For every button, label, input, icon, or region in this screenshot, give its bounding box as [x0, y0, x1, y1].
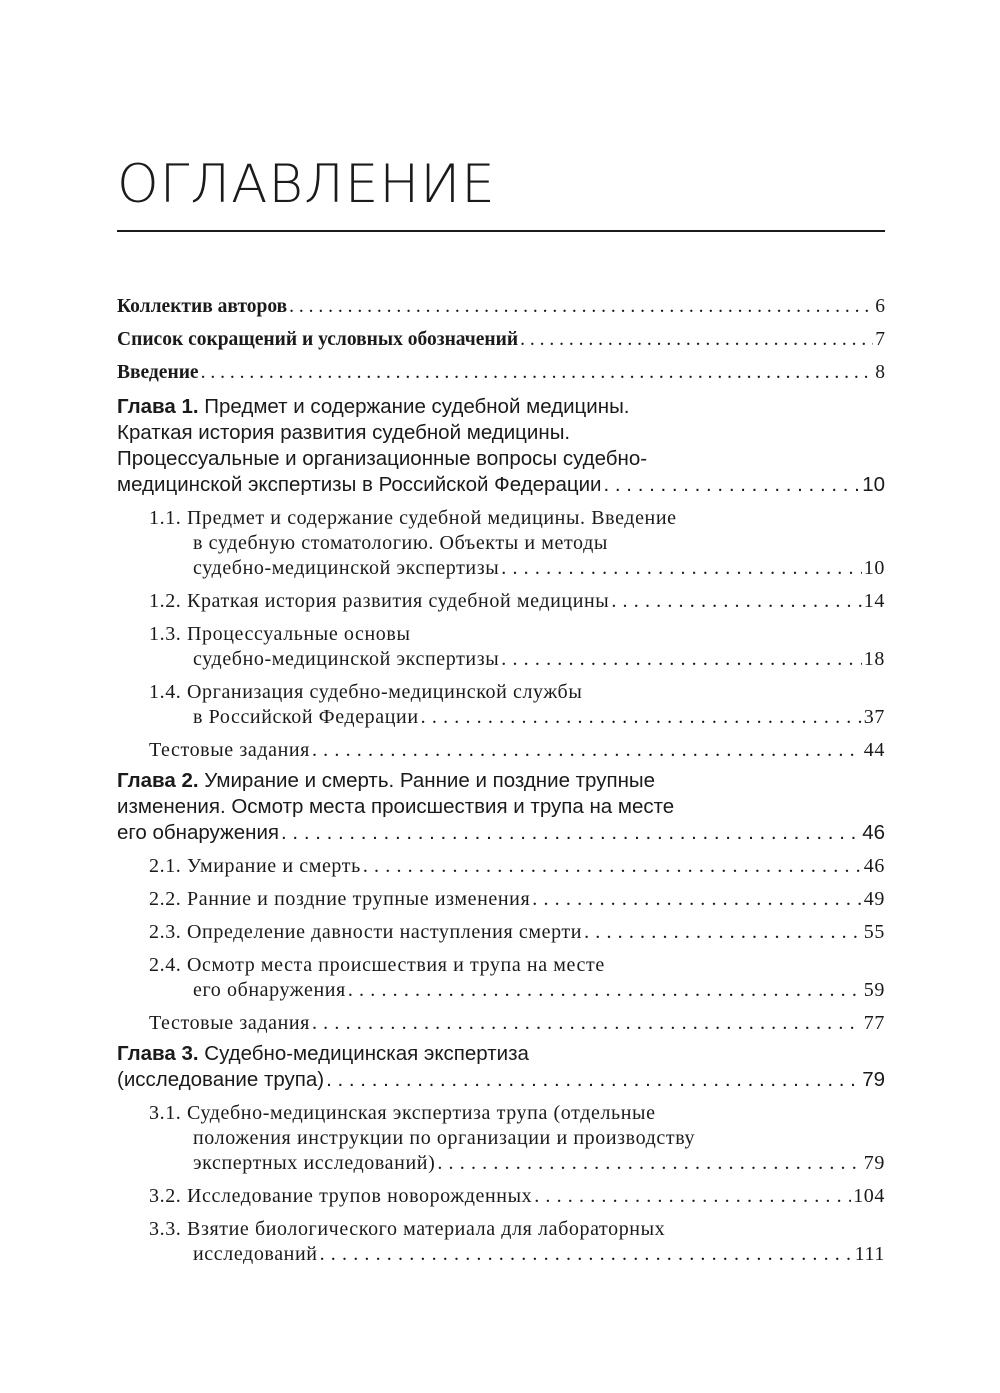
page-number: 14 [863, 590, 885, 612]
front-matter-entry[interactable] [117, 323, 885, 356]
dot-leader [534, 1184, 851, 1209]
section-title-line: экспертных исследований) [193, 1152, 436, 1174]
toc-entry-last-line [149, 1184, 885, 1209]
toc-entry-last-line [117, 472, 885, 498]
section-title-row [149, 680, 885, 705]
dot-leader [501, 556, 862, 581]
section-title-line: 2.4. Осмотр места происшествия и трупа на месте [149, 954, 605, 976]
section-title-line: в судебную стоматологию. Объекты и методы [193, 532, 608, 554]
toc-entry-last-line [149, 978, 885, 1003]
dot-leader [437, 1151, 861, 1176]
section-title-line: 3.3. Взятие биологического материала для лабораторных [149, 1218, 666, 1240]
chapter-title-row [117, 794, 885, 820]
section-entry[interactable] [117, 1184, 885, 1209]
section-title-line: Тестовые задания [149, 739, 310, 761]
page-title: ОГЛАВЛЕНИЕ [117, 154, 496, 215]
chapter-title-line: Предмет и содержание судебной медицины. [204, 395, 630, 418]
section-title-line: 1.2. Краткая история развития судебной медицины [149, 590, 610, 612]
chapter-title-row [117, 394, 885, 420]
section-entry[interactable] [117, 887, 885, 912]
section-entry[interactable] [117, 1101, 885, 1176]
entry-title: Список сокращений и условных обозначений [117, 329, 519, 350]
section-title-line: его обнаружения [193, 979, 346, 1001]
section-title-line: судебно-медицинской экспертизы [193, 648, 500, 670]
chapter-title-line: (исследование трупа) [117, 1068, 325, 1091]
toc-entry-last-line [149, 920, 885, 945]
section-title-line: 2.2. Ранние и поздние трупные изменения [149, 888, 531, 910]
section-title-line: 1.1. Предмет и содержание судебной медицины. Введение [149, 507, 677, 529]
section-entry[interactable] [117, 920, 885, 945]
section-title-row [149, 953, 885, 978]
section-title-row [149, 1126, 885, 1151]
page-number: 44 [863, 739, 885, 761]
chapter-entry[interactable] [117, 1041, 885, 1093]
section-title-line: 3.2. Исследование трупов новорожденных [149, 1185, 533, 1207]
dot-leader [281, 820, 860, 846]
page-number: 46 [862, 821, 885, 844]
toc-entry-last-line [117, 820, 885, 846]
dot-leader [348, 978, 862, 1003]
table-of-contents [117, 290, 885, 1267]
section-title-row [149, 1217, 885, 1242]
section-title-row [149, 506, 885, 531]
section-entry[interactable] [117, 506, 885, 581]
dot-leader [611, 589, 861, 614]
toc-entry-last-line [117, 323, 885, 356]
toc-entry-last-line [149, 647, 885, 672]
chapter-title-row [117, 446, 885, 472]
chapter-title-row [117, 768, 885, 794]
chapter-title-line: изменения. Осмотр места происшествия и трупа на месте [117, 795, 675, 818]
entry-title: Введение [117, 362, 199, 383]
dot-leader [320, 1242, 853, 1267]
section-title-line: 1.4. Организация судебно-медицинской службы [149, 681, 583, 703]
chapter-title-line: Умирание и смерть. Ранние и поздние трупные [204, 769, 656, 792]
entry-title: Коллектив авторов [117, 296, 288, 317]
chapter-entry[interactable] [117, 394, 885, 498]
section-entry[interactable] [117, 854, 885, 879]
toc-entry-last-line [149, 1151, 885, 1176]
section-title-line: исследований [193, 1243, 318, 1265]
page-number: 49 [863, 888, 885, 910]
front-matter-entry[interactable] [117, 356, 885, 389]
section-title-row [149, 1101, 885, 1126]
toc-entry-last-line [117, 1067, 885, 1093]
dot-leader [604, 472, 861, 498]
dot-leader [421, 705, 862, 730]
dot-leader [312, 738, 862, 763]
section-title-line: судебно-медицинской экспертизы [193, 557, 500, 579]
page-number: 37 [863, 706, 885, 728]
page-number: 46 [863, 855, 885, 877]
chapter-label: Глава 3. [117, 1042, 199, 1065]
chapter-entry[interactable] [117, 768, 885, 846]
toc-entry-last-line [149, 738, 885, 763]
dot-leader [312, 1011, 862, 1036]
page-number: 55 [863, 921, 885, 943]
section-title-line: в Российской Федерации [193, 706, 419, 728]
chapter-title-line: медицинской экспертизы в Российской Федерации [117, 473, 602, 496]
chapter-title-row [117, 1041, 885, 1067]
page-number: 8 [875, 362, 885, 383]
section-entry[interactable] [117, 953, 885, 1003]
chapter-title-line: Краткая история развития судебной медицины. [117, 421, 571, 444]
page-number: 18 [863, 648, 885, 670]
section-entry[interactable] [117, 589, 885, 614]
toc-entry-last-line [149, 854, 885, 879]
section-title-line: 2.1. Умирание и смерть [149, 855, 361, 877]
toc-entry-last-line [149, 1011, 885, 1036]
chapter-title-line: его обнаружения [117, 821, 280, 844]
toc-entry-last-line [117, 356, 885, 389]
chapter-label: Глава 1. [117, 395, 199, 418]
chapter-title-row [117, 420, 885, 446]
toc-entry-last-line [149, 589, 885, 614]
section-title-line: Тестовые задания [149, 1012, 310, 1034]
tests-entry[interactable] [117, 738, 885, 763]
toc-entry-last-line [117, 290, 885, 323]
page-number: 104 [853, 1185, 885, 1207]
section-title-line: 2.3. Определение давности наступления смерти [149, 921, 583, 943]
page-number: 6 [875, 296, 885, 317]
section-title-line: положения инструкции по организации и производству [193, 1127, 696, 1149]
front-matter-entry[interactable] [117, 290, 885, 323]
dot-leader [363, 854, 862, 879]
dot-leader [501, 647, 862, 672]
section-entry[interactable] [117, 680, 885, 730]
section-title-row [149, 531, 885, 556]
section-title-line: 3.1. Судебно-медицинская экспертиза трупа (отдельные [149, 1102, 656, 1124]
page-number: 79 [863, 1152, 885, 1174]
page-number: 59 [863, 979, 885, 1001]
toc-entry-last-line [149, 705, 885, 730]
title-divider [117, 230, 885, 232]
page-number: 10 [862, 473, 885, 496]
page-number: 77 [863, 1012, 885, 1034]
toc-entry-last-line [149, 556, 885, 581]
section-entry[interactable] [117, 1217, 885, 1267]
dot-leader [201, 356, 874, 389]
dot-leader [326, 1067, 860, 1093]
toc-entry-last-line [149, 1242, 885, 1267]
chapter-label: Глава 2. [117, 769, 199, 792]
tests-entry[interactable] [117, 1011, 885, 1036]
page-number: 7 [875, 329, 885, 350]
section-title-line: 1.3. Процессуальные основы [149, 623, 411, 645]
toc-entry-last-line [149, 887, 885, 912]
chapter-title-line: Судебно-медицинская экспертиза [204, 1042, 529, 1065]
dot-leader [532, 887, 862, 912]
page-number: 111 [854, 1243, 885, 1265]
dot-leader [584, 920, 862, 945]
page-number: 10 [863, 557, 885, 579]
section-title-row [149, 622, 885, 647]
dot-leader [520, 323, 873, 356]
section-entry[interactable] [117, 622, 885, 672]
page-number: 79 [862, 1068, 885, 1091]
chapter-title-line: Процессуальные и организационные вопросы судебно- [117, 447, 648, 470]
dot-leader [289, 290, 873, 323]
